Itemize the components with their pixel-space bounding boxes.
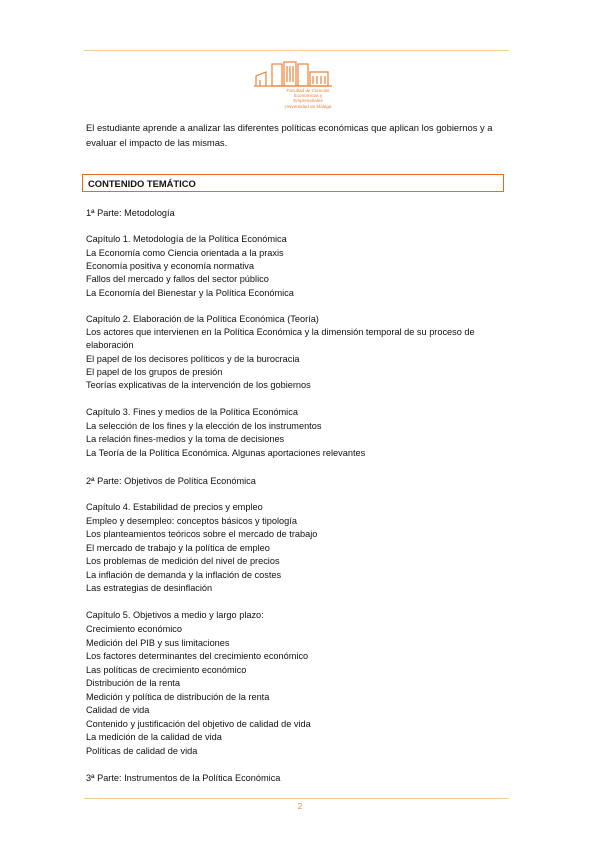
content-line: Políticas de calidad de vida <box>86 746 198 756</box>
content-line: Teorías explicativas de la intervención de los gobiernos <box>86 380 311 390</box>
content-line: El papel de los decisores políticos y de la burocracia <box>86 354 300 364</box>
content-line: La relación fines-medios y la toma de decisiones <box>86 434 285 444</box>
content-line: 2ª Parte: Objetivos de Política Económica <box>86 476 256 486</box>
content-line: Los problemas de medición del nivel de precios <box>86 556 280 566</box>
content-line: Los actores que intervienen en la Política Económica y la dimensión temporal de su proceso de <box>86 327 475 337</box>
section-header-box <box>82 174 504 192</box>
content-line: Medición y política de distribución de la renta <box>86 692 270 702</box>
content-line: Calidad de vida <box>86 705 150 715</box>
content-line: Distribución de la renta <box>86 678 180 688</box>
content-line: Capítulo 2. Elaboración de la Política Económica (Teoría) <box>86 314 319 324</box>
content-line: La Economía del Bienestar y la Política Económica <box>86 288 294 298</box>
content-line: Los factores determinantes del crecimiento económico <box>86 651 309 661</box>
content-line: Las estrategias de desinflación <box>86 583 213 593</box>
content-line: La inflación de demanda y la inflación de costes <box>86 570 282 580</box>
content-line: La Economía como Ciencia orientada a la praxis <box>86 248 284 258</box>
content-line: Medición del PIB y sus limitaciones <box>86 638 230 648</box>
content-line: Crecimiento económico <box>86 624 182 634</box>
content-line: Las políticas de crecimiento económico <box>86 665 247 675</box>
content-line: Economía positiva y economía normativa <box>86 261 255 271</box>
content-line: La selección de los fines y la elección de los instrumentos <box>86 421 322 431</box>
content-line: Capítulo 4. Estabilidad de precios y empleo <box>86 502 263 512</box>
content-line: El papel de los grupos de presión <box>86 367 223 377</box>
intro-paragraph: El estudiante aprende a analizar las diferentes políticas económicas que aplican los gobiernos y a evaluar el impacto de las mismas. <box>86 122 493 148</box>
content-line: Capítulo 3. Fines y medios de la Política Económica <box>86 407 298 417</box>
content-line: 3ª Parte: Instrumentos de la Política Económica <box>86 773 281 783</box>
content-line: Fallos del mercado y fallos del sector público <box>86 274 269 284</box>
content-line: Contenido y justificación del objetivo de calidad de vida <box>86 719 311 729</box>
content-line: elaboración <box>86 340 134 350</box>
section-title: CONTENIDO TEMÁTICO <box>88 178 196 189</box>
header-rule <box>84 50 509 51</box>
content-line: La Teoría de la Política Económica. Algunas aportaciones relevantes <box>86 448 366 458</box>
content-line: Empleo y desempleo: conceptos básicos y tipología <box>86 516 297 526</box>
content-line: La medición de la calidad de vida <box>86 732 222 742</box>
content-line: Los planteamientos teóricos sobre el mercado de trabajo <box>86 529 318 539</box>
content-line: Capítulo 5. Objetivos a medio y largo plazo: <box>86 610 264 620</box>
faculty-logo-text: Facultad de Ciencias Económicas y Empresariales Universidad de Málaga <box>284 88 332 109</box>
footer-rule <box>84 798 509 799</box>
content-line: 1ª Parte: Metodología <box>86 208 175 218</box>
content-line: El mercado de trabajo y la política de empleo <box>86 543 270 553</box>
content-line: Capítulo 1. Metodología de la Política Económica <box>86 234 287 244</box>
page-number: 2 <box>297 802 303 811</box>
